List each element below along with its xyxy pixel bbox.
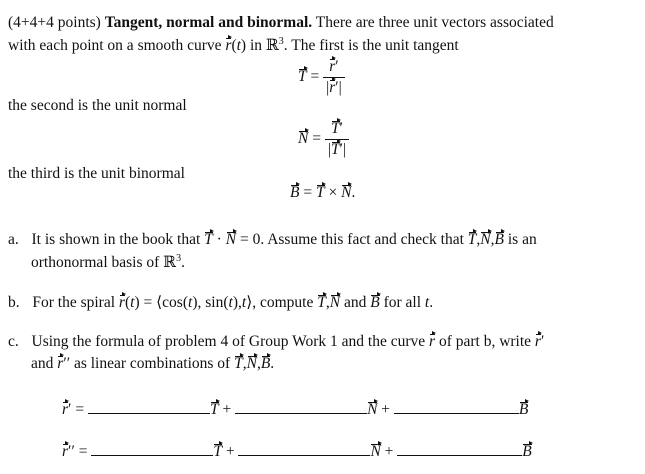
zero: 0 bbox=[252, 231, 261, 248]
vec-N: N bbox=[298, 130, 309, 148]
intro-text-1: There are three unit vectors associated bbox=[315, 14, 554, 31]
answer-row-r-prime bbox=[62, 399, 528, 419]
vec-B: B bbox=[522, 443, 532, 460]
vec-N: N bbox=[367, 401, 378, 418]
formula-unit-normal bbox=[298, 120, 349, 159]
real-space: ℝ bbox=[265, 37, 279, 55]
period: . bbox=[270, 355, 275, 372]
vec-N: N bbox=[225, 231, 237, 248]
eq-sign: = bbox=[239, 231, 249, 248]
vec-T: T bbox=[330, 141, 340, 158]
sin-fn: sin bbox=[205, 294, 224, 311]
close-paren: ) bbox=[240, 37, 247, 55]
part-a-line-1 bbox=[8, 231, 537, 249]
double-prime: ′′ bbox=[68, 443, 75, 460]
dim-three: 3 bbox=[176, 253, 182, 264]
intro-text-2b: in bbox=[249, 37, 263, 55]
var-t: t bbox=[236, 37, 241, 55]
var-t: t bbox=[241, 294, 247, 311]
denominator bbox=[325, 139, 349, 159]
vec-T: T bbox=[330, 120, 340, 137]
part-a-text-2: . Assume this fact and check that bbox=[260, 231, 464, 248]
plus-sign: + bbox=[384, 443, 394, 460]
part-c-text-3: and bbox=[31, 355, 54, 372]
close-paren: ) bbox=[192, 294, 198, 311]
var-t: t bbox=[228, 294, 233, 311]
vec-N: N bbox=[370, 443, 381, 460]
vec-B: B bbox=[290, 184, 300, 201]
blank-coefficient-N[interactable] bbox=[235, 399, 367, 414]
fraction bbox=[325, 120, 349, 159]
comma: , bbox=[325, 294, 330, 311]
eq-sign: = bbox=[143, 294, 153, 311]
blank-coefficient-T[interactable] bbox=[88, 399, 210, 414]
points-label: (4+4+4 points) bbox=[8, 14, 101, 31]
prime: ′ bbox=[339, 120, 343, 137]
blank-coefficient-B[interactable] bbox=[397, 441, 522, 456]
part-a-letter: a. bbox=[8, 231, 19, 248]
numerator bbox=[328, 120, 346, 139]
abs-bar: | bbox=[338, 79, 342, 96]
prime: ′ bbox=[335, 58, 339, 75]
formula-unit-tangent bbox=[298, 58, 345, 97]
vec-T: T bbox=[234, 355, 243, 372]
part-c-text-2: of part b, write bbox=[438, 333, 532, 350]
vec-T: T bbox=[317, 294, 326, 311]
open-paren: ( bbox=[223, 294, 229, 311]
vec-r: r bbox=[225, 37, 232, 55]
eq-sign: = bbox=[312, 130, 321, 148]
prime: ′ bbox=[540, 333, 545, 350]
plus-sign: + bbox=[225, 443, 235, 460]
blank-coefficient-N[interactable] bbox=[238, 441, 370, 456]
vec-T: T bbox=[209, 401, 219, 418]
plus-sign: + bbox=[381, 401, 391, 418]
part-c-text-4: as linear combinations of bbox=[73, 355, 231, 372]
prime: ′ bbox=[335, 79, 339, 96]
eq-sign: = bbox=[303, 184, 313, 201]
plus-sign: + bbox=[222, 401, 232, 418]
close-paren: ) bbox=[134, 294, 140, 311]
vec-N: N bbox=[329, 294, 341, 311]
header-line-2 bbox=[8, 36, 459, 55]
period: . bbox=[351, 184, 356, 201]
label-second: the second is the unit normal bbox=[8, 97, 187, 114]
close-paren: ) bbox=[232, 294, 238, 311]
vec-B: B bbox=[518, 401, 529, 418]
part-a-text-4: orthonormal basis of bbox=[31, 254, 160, 272]
vec-T: T bbox=[298, 68, 307, 86]
cos-fn: cos bbox=[162, 294, 183, 311]
abs-bar: | bbox=[342, 141, 347, 158]
vec-N: N bbox=[480, 231, 491, 248]
period: . bbox=[429, 294, 434, 311]
answer-row-r-double-prime bbox=[62, 441, 532, 461]
eq-sign: = bbox=[78, 443, 88, 460]
vec-r: r bbox=[329, 79, 336, 96]
vec-T: T bbox=[315, 184, 325, 201]
vec-B: B bbox=[260, 355, 271, 372]
dot-sign: · bbox=[216, 231, 222, 248]
prime: ′ bbox=[339, 141, 343, 158]
part-c-line-2 bbox=[31, 355, 274, 373]
formula-unit-binormal bbox=[290, 184, 355, 202]
eq-sign: = bbox=[310, 68, 320, 86]
double-prime: ′′ bbox=[63, 355, 71, 372]
var-t: t bbox=[424, 294, 430, 311]
fraction bbox=[323, 58, 345, 97]
comma: , bbox=[490, 231, 495, 248]
comma: , bbox=[476, 231, 481, 248]
open-paren: ( bbox=[124, 294, 131, 311]
vec-r: r bbox=[57, 355, 64, 372]
blank-coefficient-B[interactable] bbox=[394, 399, 519, 414]
eq-sign: = bbox=[75, 401, 85, 418]
abs-bar: | bbox=[327, 141, 331, 158]
part-b-text-1: For the spiral bbox=[32, 294, 116, 311]
header-line-1 bbox=[8, 14, 554, 32]
vec-r: r bbox=[118, 294, 125, 311]
period: . bbox=[181, 254, 185, 272]
abs-bar: | bbox=[326, 79, 330, 96]
open-paren: ( bbox=[231, 37, 237, 55]
part-c-text-1: Using the formula of problem 4 of Group Work 1 and the curve bbox=[31, 333, 426, 350]
vec-r: r bbox=[429, 333, 436, 350]
part-b-letter: b. bbox=[8, 294, 20, 311]
part-b-text-2: , compute bbox=[252, 294, 314, 311]
real-space: ℝ bbox=[163, 254, 177, 272]
vec-r: r bbox=[62, 401, 69, 418]
vec-r: r bbox=[62, 443, 69, 460]
comma: , bbox=[238, 294, 242, 311]
intro-text-2a: with each point on a smooth curve bbox=[8, 37, 222, 55]
left-angle: ⟨ bbox=[156, 294, 163, 311]
comma: , bbox=[256, 355, 261, 372]
comma: , bbox=[197, 294, 202, 311]
part-b-text-4: for all bbox=[383, 294, 422, 311]
denominator bbox=[323, 77, 345, 97]
vec-r: r bbox=[534, 333, 541, 350]
var-t: t bbox=[188, 294, 193, 311]
vec-T: T bbox=[204, 231, 213, 248]
dim-three: 3 bbox=[278, 36, 284, 47]
vec-r: r bbox=[329, 58, 336, 75]
part-b-line bbox=[8, 293, 433, 312]
right-angle: ⟩ bbox=[246, 294, 253, 311]
vec-N: N bbox=[341, 184, 352, 201]
numerator bbox=[326, 58, 341, 77]
vec-T: T bbox=[467, 231, 477, 248]
part-a-text-3: is an bbox=[507, 231, 537, 248]
intro-text-2c: . The first is the unit tangent bbox=[283, 37, 459, 55]
var-t: t bbox=[130, 294, 135, 311]
vec-B: B bbox=[370, 294, 380, 311]
part-a-line-2 bbox=[31, 253, 185, 272]
part-b-text-3: and bbox=[343, 294, 367, 311]
part-c-line-1 bbox=[8, 333, 544, 351]
prime: ′ bbox=[68, 401, 72, 418]
vec-B: B bbox=[494, 231, 504, 248]
comma: , bbox=[242, 355, 247, 372]
vec-N: N bbox=[246, 355, 257, 372]
problem-title: Tangent, normal and binormal. bbox=[104, 14, 313, 31]
cross-sign: × bbox=[328, 184, 338, 201]
label-third: the third is the unit binormal bbox=[8, 165, 185, 182]
part-a-text-1: It is shown in the book that bbox=[31, 231, 201, 248]
part-c-letter: c. bbox=[8, 333, 19, 350]
open-paren: ( bbox=[182, 294, 189, 311]
blank-coefficient-T[interactable] bbox=[91, 441, 213, 456]
vec-T: T bbox=[213, 443, 222, 460]
